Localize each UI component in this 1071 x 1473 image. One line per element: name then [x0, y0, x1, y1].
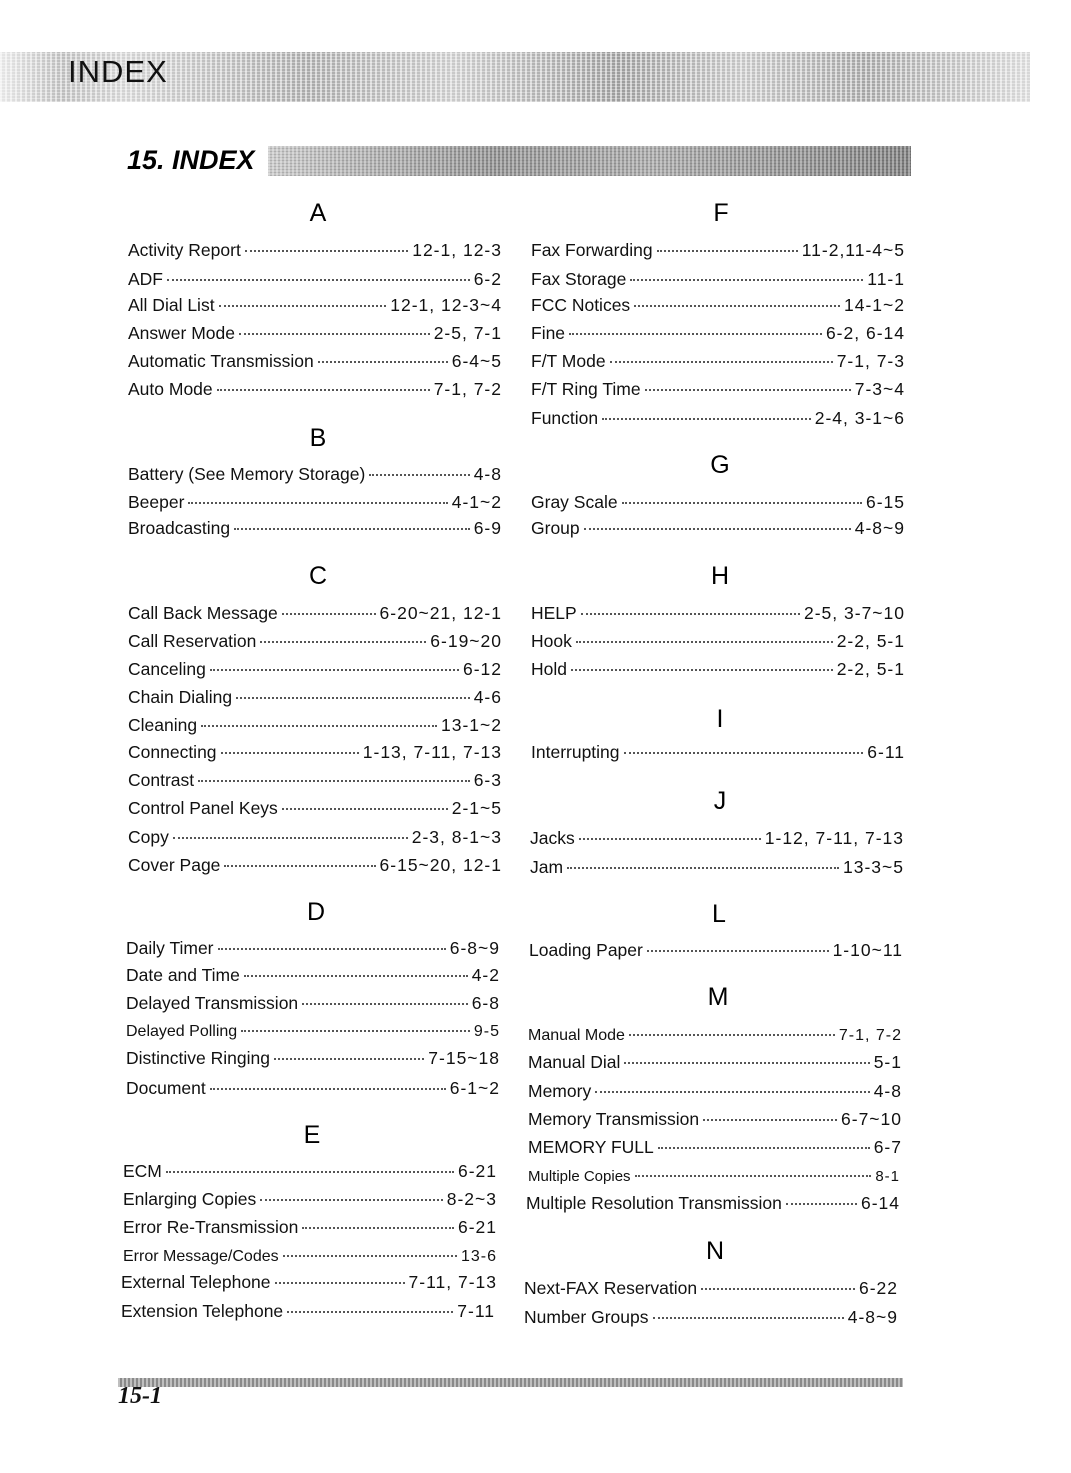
index-entry: Cleaning 13-1~2 — [128, 709, 502, 733]
index-entry: Memory 4-8 — [528, 1075, 902, 1099]
index-letter-c: C — [308, 562, 328, 590]
index-entry: Cover Page 6-15~20, 12-1 — [128, 849, 502, 873]
index-entry: Loading Paper 1-10~11 — [529, 934, 903, 958]
index-entry: Control Panel Keys 2-1~5 — [128, 792, 502, 816]
index-entry: Function 2-4, 3-1~6 — [531, 402, 905, 426]
index-letter-a: A — [309, 199, 327, 227]
index-letter-h: H — [710, 562, 730, 590]
index-entry: Hold 2-2, 5-1 — [531, 653, 905, 677]
index-entry: Auto Mode 7-1, 7-2 — [128, 373, 502, 397]
index-entry: Extension Telephone 7-11 — [121, 1295, 495, 1319]
index-entry: Multiple Copies 8-1 — [528, 1159, 900, 1183]
index-entry: Gray Scale 6-15 — [531, 486, 905, 510]
index-entry: Answer Mode 2-5, 7-1 — [128, 317, 502, 341]
index-entry: Enlarging Copies 8-2~3 — [123, 1183, 497, 1207]
index-entry: Delayed Polling 9-5 — [126, 1014, 500, 1038]
index-entry: External Telephone 7-11, 7-13 — [121, 1266, 497, 1290]
index-entry: Connecting 1-13, 7-11, 7-13 — [128, 736, 502, 760]
index-entry: Jam 13-3~5 — [530, 851, 904, 875]
index-entry: Multiple Resolution Transmission 6-14 — [526, 1187, 900, 1211]
index-entry: Memory Transmission 6-7~10 — [528, 1103, 902, 1127]
index-entry: Number Groups 4-8~9 — [524, 1301, 898, 1325]
index-entry: Contrast 6-3 — [128, 764, 502, 788]
index-entry: Automatic Transmission 6-4~5 — [128, 345, 502, 369]
index-entry: Delayed Transmission 6-8 — [126, 987, 500, 1011]
index-entry: Daily Timer 6-8~9 — [126, 932, 500, 956]
index-entry: Fine 6-2, 6-14 — [531, 317, 905, 341]
index-letter-l: L — [712, 900, 726, 928]
index-entry: Next-FAX Reservation 6-22 — [524, 1272, 898, 1296]
index-letter-f: F — [713, 199, 729, 227]
page-number: 15-1 — [118, 1383, 162, 1409]
index-letter-n: N — [705, 1237, 725, 1265]
index-entry: MEMORY FULL 6-7 — [528, 1131, 902, 1155]
index-letter-g: G — [710, 451, 730, 479]
index-entry: Chain Dialing 4-6 — [128, 681, 502, 705]
index-letter-i: I — [716, 705, 724, 733]
index-entry: Error Message/Codes 13-6 — [123, 1239, 497, 1263]
index-entry: ECM 6-21 — [123, 1155, 497, 1179]
index-entry: Beeper 4-1~2 — [128, 486, 502, 510]
index-entry: HELP 2-5, 3-7~10 — [531, 597, 905, 621]
section-title-bar — [268, 146, 911, 176]
header-title: INDEX — [68, 54, 168, 89]
index-entry: Fax Storage 11-1 — [531, 263, 905, 287]
index-letter-b: B — [309, 424, 327, 452]
index-entry: Hook 2-2, 5-1 — [531, 625, 905, 649]
index-letter-m: M — [707, 983, 729, 1011]
index-letter-j: J — [713, 787, 727, 815]
index-entry: Group 4-8~9 — [531, 512, 905, 536]
index-entry: Fax Forwarding 11-2,11-4~5 — [531, 234, 905, 258]
index-entry: F/T Ring Time 7-3~4 — [531, 373, 905, 397]
index-entry: Copy 2-3, 8-1~3 — [128, 821, 502, 845]
index-entry: F/T Mode 7-1, 7-3 — [531, 345, 905, 369]
index-entry: Canceling 6-12 — [128, 653, 502, 677]
index-entry: Manual Dial 5-1 — [528, 1046, 902, 1070]
index-entry: ADF 6-2 — [128, 263, 502, 287]
index-entry: Call Back Message 6-20~21, 12-1 — [128, 597, 502, 621]
footer-rule — [118, 1378, 903, 1387]
index-entry: All Dial List 12-1, 12-3~4 — [128, 289, 502, 313]
index-entry: Interrupting 6-11 — [531, 736, 905, 760]
index-letter-d: D — [306, 898, 326, 926]
index-entry: Activity Report 12-1, 12-3 — [128, 234, 502, 258]
index-letter-e: E — [303, 1121, 321, 1149]
index-entry: Document 6-1~2 — [126, 1072, 500, 1096]
index-entry: Error Re-Transmission 6-21 — [123, 1211, 497, 1235]
index-entry: Manual Mode 7-1, 7-2 — [528, 1018, 902, 1042]
index-entry: Broadcasting 6-9 — [128, 512, 502, 536]
index-entry: FCC Notices 14-1~2 — [531, 289, 905, 313]
index-entry: Distinctive Ringing 7-15~18 — [126, 1042, 500, 1066]
index-entry: Jacks 1-12, 7-11, 7-13 — [530, 822, 904, 846]
index-entry: Call Reservation 6-19~20 — [128, 625, 502, 649]
section-title: 15. INDEX — [127, 145, 255, 175]
index-entry: Date and Time 4-2 — [126, 959, 500, 983]
index-entry: Battery (See Memory Storage) 4-8 — [128, 458, 502, 482]
